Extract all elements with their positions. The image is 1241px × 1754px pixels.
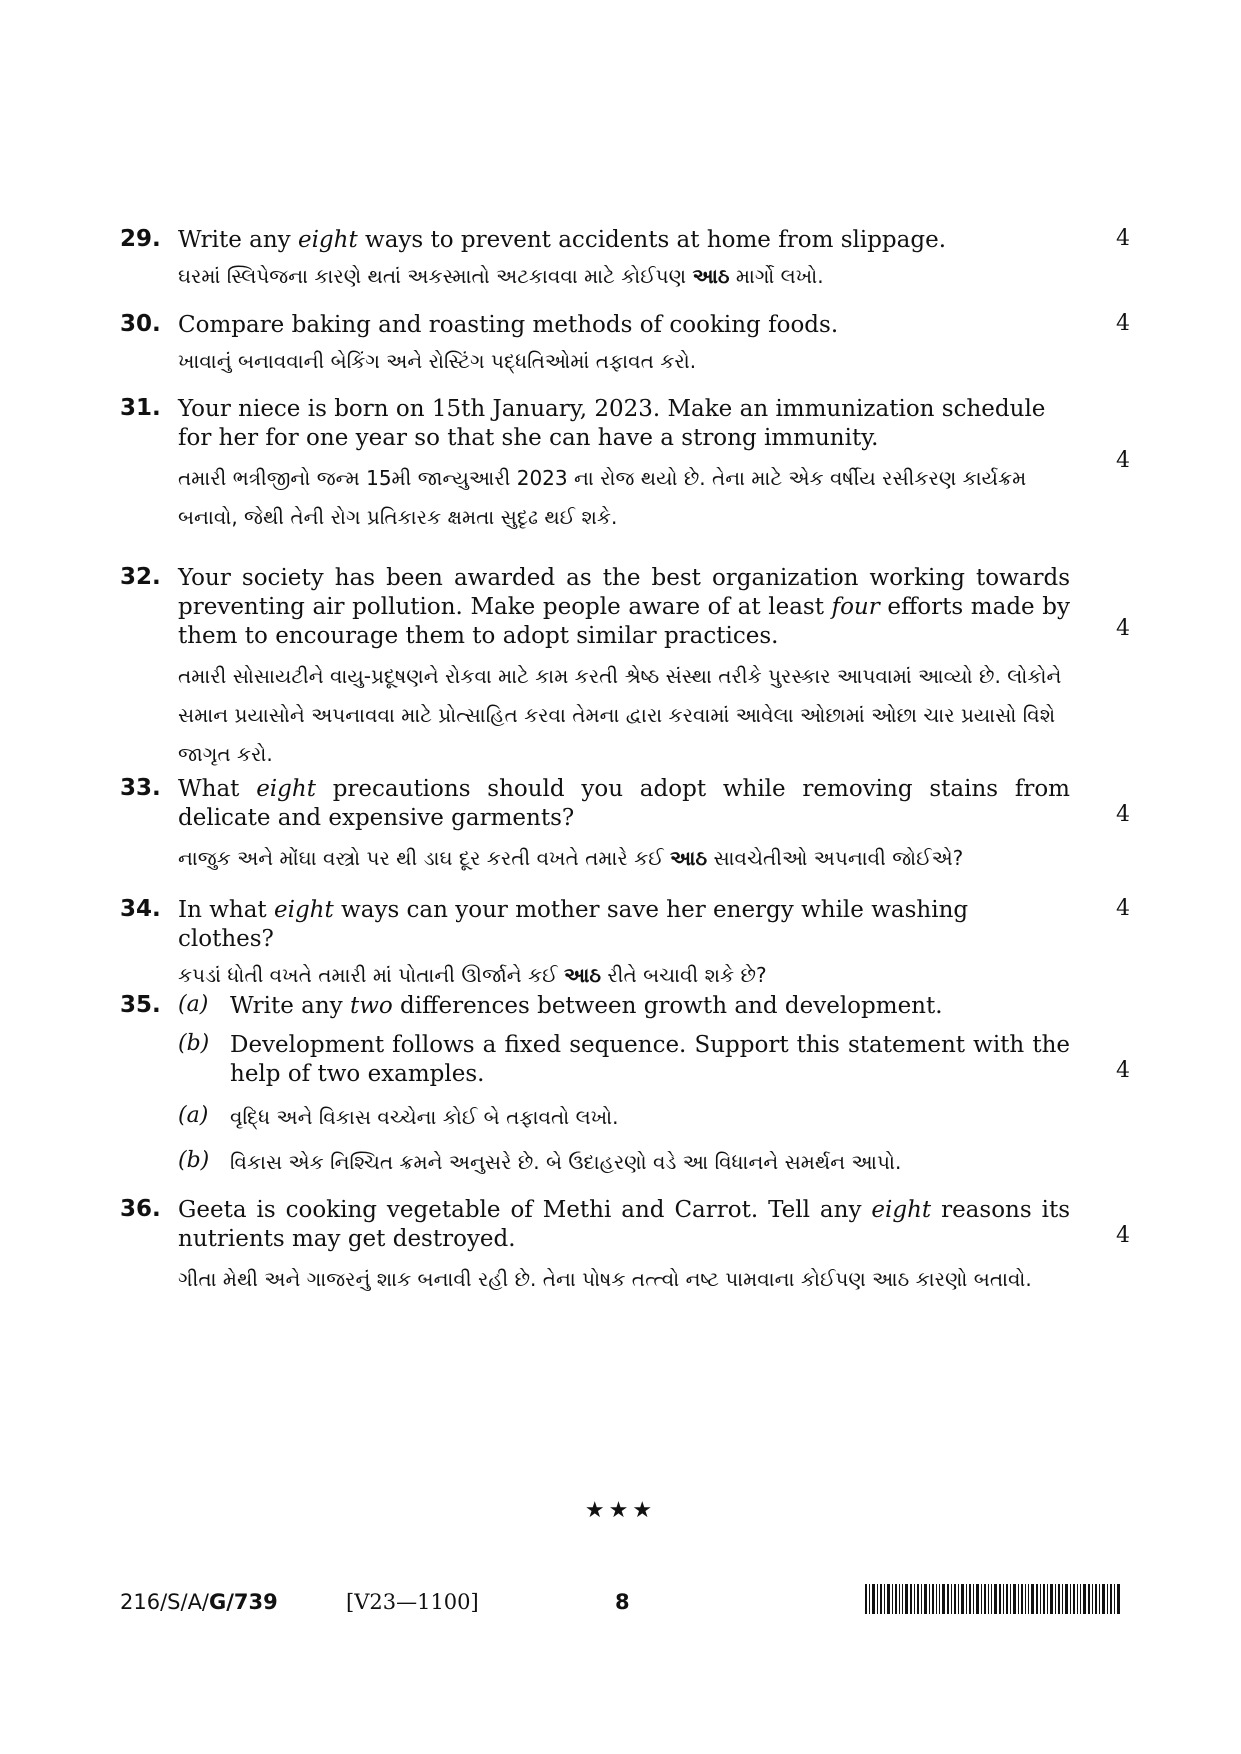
- question-number: 32.: [120, 564, 161, 590]
- page-footer: [120, 1590, 1130, 1622]
- marks: 4: [1116, 1223, 1130, 1248]
- question-number: 36.: [120, 1196, 161, 1222]
- question-text-en: Your society has been awarded as the best organization working towards preventing air pollution. Make people aware of at least four efforts made by them to encourage them to adopt similar practices.: [178, 565, 1070, 649]
- marks: 4: [1116, 226, 1130, 251]
- question-number: 35.: [120, 992, 161, 1018]
- question-36: [120, 1196, 1130, 1299]
- sub-question-b-en: (b) Development follows a fixed sequence. Support this statement with the help of two examples.: [178, 1031, 1070, 1087]
- marks: 4: [1116, 802, 1130, 827]
- marks: 4: [1116, 616, 1130, 641]
- question-text-gu: ખાવાનું બનાવવાની બેકિંગ અને રોસ્ટિંગ પદ્ધતિઓમાં તફાવત કરો.: [178, 349, 697, 373]
- sub-question-a-en: (a) Write any two differences between growth and development.: [178, 992, 943, 1019]
- question-text-gu: કપડાં ધોતી વખતે તમારી માં પોતાની ઊર્જાને કઈ આઠ રીતે બચાવી શકે છે?: [178, 963, 767, 987]
- question-30: [120, 311, 1130, 381]
- question-text-en: In what eight ways can your mother save her energy while washing clothes?: [178, 897, 969, 952]
- question-text-gu: ઘરમાં સ્લિપેજના કારણે થતાં અકસ્માતો અટકાવવા માટે કોઈપણ આઠ માર્ગો લખો.: [178, 264, 824, 288]
- paper-code: 216/S/A/G/739: [120, 1590, 278, 1614]
- question-33: [120, 775, 1130, 878]
- question-number: 33.: [120, 775, 161, 801]
- question-text-gu: તમારી ભત્રીજીનો જન્મ 15મી જાન્યુઆરી 2023 ના રોજ થયો છે. તેના માટે એક વર્ષીય રસીકરણ કાર્યક્રમ બનાવો, જેથી તેની રોગ પ્રતિકારક ક્ષમતા સુદૃઢ થઈ શકે.: [178, 466, 1027, 529]
- question-text-en: Write any eight ways to prevent accidents at home from slippage.: [178, 227, 947, 253]
- marks: 4: [1116, 311, 1130, 336]
- question-text-gu: ગીતા મેથી અને ગાજરનું શાક બનાવી રહી છે. તેના પોષક તત્ત્વો નષ્ટ પામવાના કોઈપણ આઠ કારણો બતાવો.: [178, 1267, 1032, 1291]
- question-text-en: Geeta is cooking vegetable of Methi and Carrot. Tell any eight reasons its nutrients may get destroyed.: [178, 1197, 1071, 1252]
- barcode-icon: [865, 1584, 1120, 1614]
- question-text-en: What eight precautions should you adopt while removing stains from delicate and expensive garments?: [178, 776, 1070, 831]
- question-number: 31.: [120, 395, 161, 421]
- question-number: 30.: [120, 311, 161, 337]
- question-34: [120, 896, 1130, 995]
- marks: 4: [1116, 448, 1130, 473]
- question-35: [120, 992, 1130, 1177]
- page-number: 8: [615, 1590, 630, 1614]
- question-text-en: Your niece is born on 15th January, 2023. Make an immunization schedule for her for one year so that she can have a strong immunity.: [178, 396, 1046, 451]
- sub-question-b-gu: (b) વિકાસ એક નિશ્ચિત ક્રમને અનુસરે છે. બે ઉદાહરણો વડે આ વિધાનને સમર્થન આપો.: [178, 1148, 902, 1174]
- question-text-en: Compare baking and roasting methods of cooking foods.: [178, 312, 839, 338]
- question-31: [120, 395, 1130, 537]
- version-code: [V23—1100]: [346, 1590, 479, 1614]
- marks: 4: [1116, 896, 1130, 921]
- question-number: 34.: [120, 896, 161, 922]
- question-text-gu: નાજુક અને મોંઘા વસ્ત્રો પર થી ડાઘ દૂર કરતી વખતે તમારે કઈ આઠ સાવચેતીઓ અપનાવી જોઈએ?: [178, 846, 964, 870]
- question-text-gu: તમારી સોસાયટીને વાયુ-પ્રદૂષણને રોકવા માટે કામ કરતી શ્રેષ્ઠ સંસ્થા તરીકે પુરસ્કાર આપવામાં આવ્યો છે. લોકોને સમાન પ્રયાસોને અપનાવવા માટે પ્રોત્સાહિત કરવા તેમના દ્વારા કરવામાં આવેલા ઓછામાં ઓછા ચાર પ્રયાસો વિશે જાગૃત કરો.: [178, 664, 1062, 766]
- marks: 4: [1116, 1058, 1130, 1083]
- sub-question-a-gu: (a) વૃદ્ધિ અને વિકાસ વચ્ચેના કોઈ બે તફાવતો લખો.: [178, 1103, 619, 1129]
- question-number: 29.: [120, 226, 161, 252]
- question-29: [120, 226, 1130, 296]
- end-of-paper-marker: ★★★: [584, 1498, 657, 1523]
- question-32: [120, 564, 1130, 774]
